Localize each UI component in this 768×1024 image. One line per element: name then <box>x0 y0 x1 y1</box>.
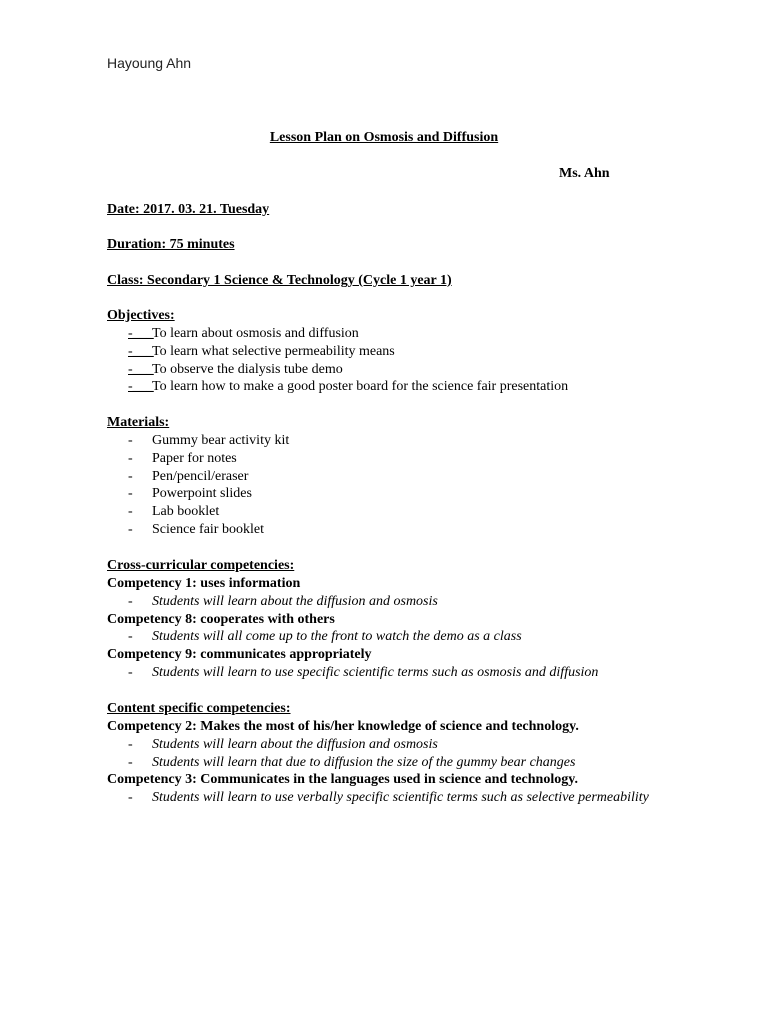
list-item <box>107 361 667 379</box>
materials-list <box>107 432 667 539</box>
objective-text: To learn about osmosis and diffusion <box>152 326 359 341</box>
list-bullet: -___ <box>128 326 154 341</box>
list-bullet: - <box>128 433 133 448</box>
competency-point <box>107 754 667 772</box>
competency-title: Competency 3: Communicates in the languages used in science and technology. <box>107 772 578 788</box>
material-text: Gummy bear activity kit <box>152 433 290 448</box>
list-bullet: - <box>128 736 133 752</box>
competency-point-text: Students will learn about the diffusion and osmosis <box>152 593 438 609</box>
list-item <box>107 521 667 539</box>
material-text: Paper for notes <box>152 450 237 466</box>
objectives-heading: Objectives: <box>107 308 175 323</box>
materials-heading: Materials: <box>107 415 170 430</box>
class-field: Class: Secondary 1 Science & Technology (Cycle 1 year 1) <box>107 273 452 288</box>
list-bullet: - <box>128 468 133 484</box>
list-item <box>107 450 667 468</box>
cross-curricular-block <box>107 575 667 682</box>
content-specific-block <box>107 718 667 807</box>
material-text: Lab booklet <box>152 504 220 520</box>
teacher-name: Ms. Ahn <box>559 166 610 181</box>
competency-point <box>107 593 667 611</box>
competency-point <box>107 789 667 807</box>
material-text: Science fair booklet <box>152 521 264 537</box>
date-field: Date: 2017. 03. 21. Tuesday <box>107 202 270 217</box>
competency-title: Competency 2: Makes the most of his/her knowledge of science and technology. <box>107 719 579 734</box>
competency-point <box>107 664 667 682</box>
list-bullet: -___ <box>128 361 154 377</box>
competency-point-text: Students will learn to use specific scientific terms such as osmosis and diffusion <box>152 664 599 680</box>
content-specific-heading: Content specific competencies: <box>107 701 291 716</box>
list-item <box>107 432 667 450</box>
competency-point <box>107 736 667 754</box>
list-bullet: - <box>128 754 133 770</box>
objective-text: To learn how to make a good poster board for the science fair presentation <box>152 379 569 395</box>
list-bullet: - <box>128 450 133 466</box>
objectives-list <box>107 325 667 396</box>
competency-point <box>107 628 667 646</box>
list-item <box>107 468 667 486</box>
list-bullet: - <box>128 504 133 520</box>
list-bullet: - <box>128 593 133 609</box>
competency-title: Competency 1: uses information <box>107 576 301 591</box>
list-item <box>107 485 667 503</box>
competency-point-text: Students will learn to use verbally specific scientific terms such as selective permeability <box>152 790 649 806</box>
objective-text: To observe the dialysis tube demo <box>152 361 343 377</box>
duration-field: Duration: 75 minutes <box>107 237 235 252</box>
list-bullet: - <box>128 486 133 502</box>
competency-title: Competency 9: communicates appropriately <box>107 647 372 663</box>
list-bullet: -___ <box>128 343 154 359</box>
objective-text: To learn what selective permeability means <box>152 343 395 359</box>
list-item <box>107 378 667 396</box>
cross-curricular-heading: Cross-curricular competencies: <box>107 558 295 573</box>
author-name: Hayoung Ahn <box>107 55 192 71</box>
list-bullet: -___ <box>128 379 154 395</box>
competency-point-text: Students will learn about the diffusion and osmosis <box>152 736 438 752</box>
list-bullet: - <box>128 629 133 645</box>
list-item <box>107 343 667 361</box>
list-item <box>107 503 667 521</box>
list-bullet: - <box>128 521 133 537</box>
material-text: Pen/pencil/eraser <box>152 468 249 484</box>
material-text: Powerpoint slides <box>152 486 252 502</box>
competency-title: Competency 8: cooperates with others <box>107 611 335 627</box>
competency-point-text: Students will all come up to the front to watch the demo as a class <box>152 629 522 645</box>
list-bullet: - <box>128 664 133 680</box>
document-title: Lesson Plan on Osmosis and Diffusion <box>269 130 499 145</box>
list-item <box>107 325 667 343</box>
list-bullet: - <box>128 790 133 806</box>
competency-point-text: Students will learn that due to diffusion the size of the gummy bear changes <box>152 754 576 770</box>
